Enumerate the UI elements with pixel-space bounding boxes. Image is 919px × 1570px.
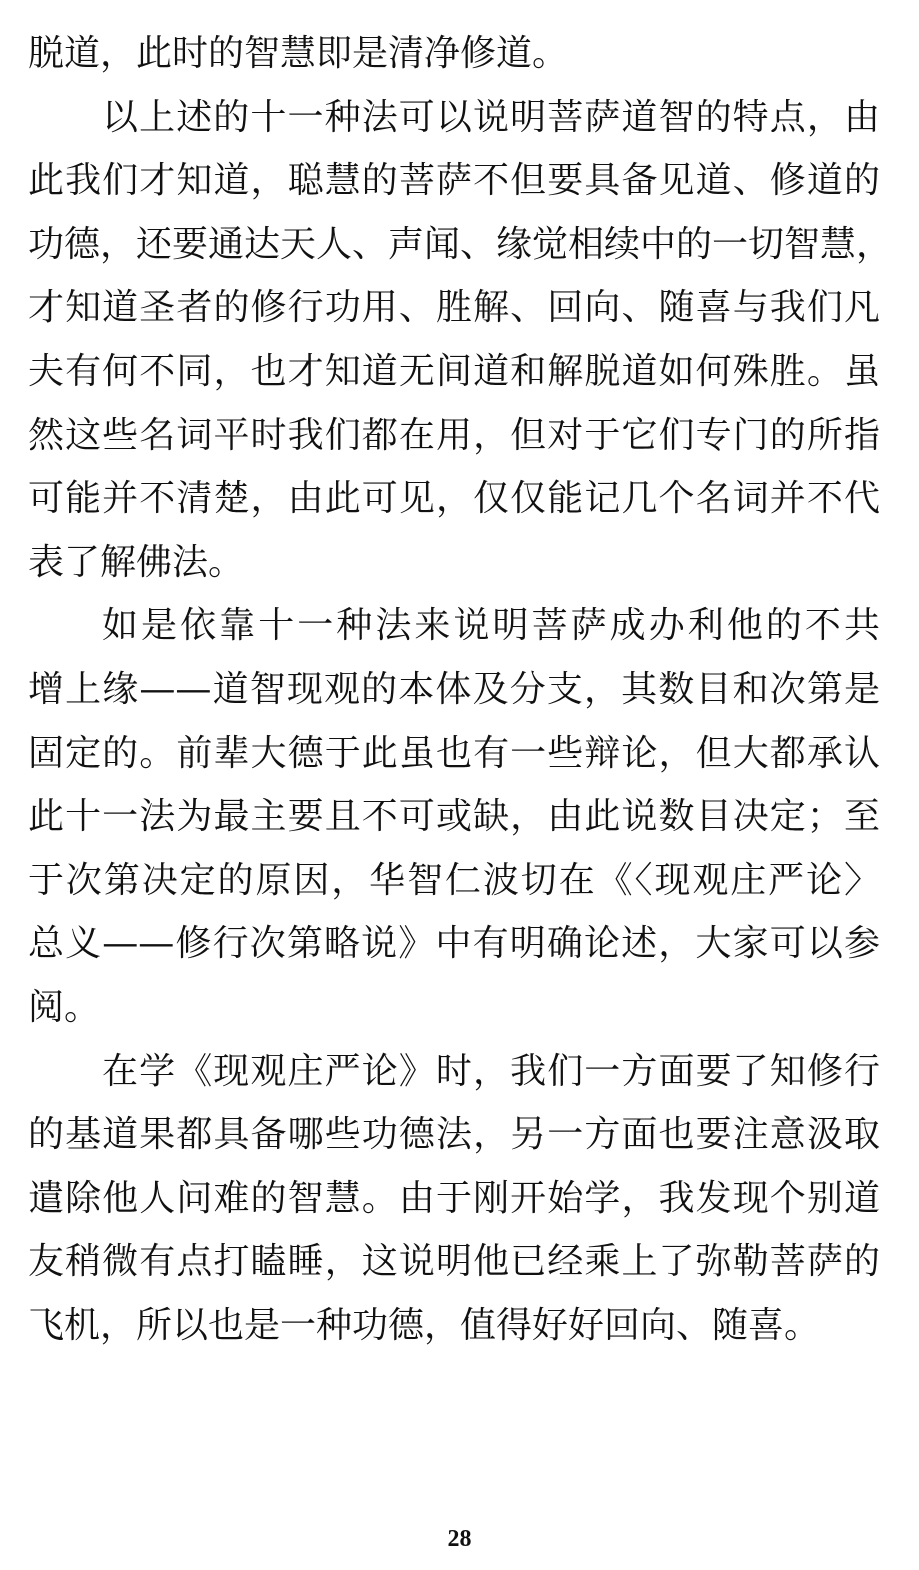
text-line: 增上缘——道智现观的本体及分支，其数目和次第是: [28, 668, 880, 710]
text-line: 飞机，所以也是一种功德，值得好好回向、随喜。: [28, 1304, 821, 1346]
text-line: 此我们才知道，聪慧的菩萨不但要具备见道、修道的: [28, 160, 880, 202]
text-line: 此十一法为最主要且不可或缺，由此说数目决定；至: [28, 796, 880, 838]
text-line: 可能并不清楚，由此可见，仅仅能记几个名词并不代: [28, 478, 880, 520]
text-line: 才知道圣者的修行功用、胜解、回向、随喜与我们凡: [28, 287, 880, 329]
text-line: 遣除他人问难的智慧。由于刚开始学，我发现个别道: [28, 1177, 880, 1219]
paragraph-4: [28, 1040, 880, 1358]
paragraph-1: [28, 22, 880, 86]
paragraph-2: [28, 86, 893, 595]
text-line: 以上述的十一种法可以说明菩萨道智的特点，由: [102, 96, 880, 138]
text-line: 如是依靠十一种法来说明菩萨成办利他的不共: [102, 605, 880, 647]
text-line: 于次第决定的原因，华智仁波切在《〈现观庄严论〉: [28, 859, 880, 901]
text-line: 然这些名词平时我们都在用，但对于它们专门的所指: [28, 414, 880, 456]
text-line: 脱道，此时的智慧即是清净修道。: [28, 33, 569, 74]
text-line: 表了解佛法。: [28, 541, 245, 583]
text-line: 总义——修行次第略说》中有明确论述，大家可以参: [28, 923, 880, 965]
paragraph-3: [28, 594, 880, 1039]
text-line: 夫有何不同，也才知道无间道和解脱道如何殊胜。虽: [28, 350, 880, 392]
text-line: 固定的。前辈大德于此虽也有一些辩论，但大都承认: [28, 732, 880, 774]
text-line: 阅。: [28, 986, 101, 1028]
page-number: 28: [447, 1526, 472, 1552]
text-line: 友稍微有点打瞌睡，这说明他已经乘上了弥勒菩萨的: [28, 1241, 880, 1283]
text-line: 功德，还要通达天人、声闻、缘觉相续中的一切智慧，: [28, 223, 893, 265]
text-line: 的基道果都具备哪些功德法，另一方面也要注意汲取: [28, 1114, 880, 1156]
body-text: [28, 22, 893, 1357]
text-line: 在学《现观庄严论》时，我们一方面要了知修行: [102, 1050, 880, 1092]
